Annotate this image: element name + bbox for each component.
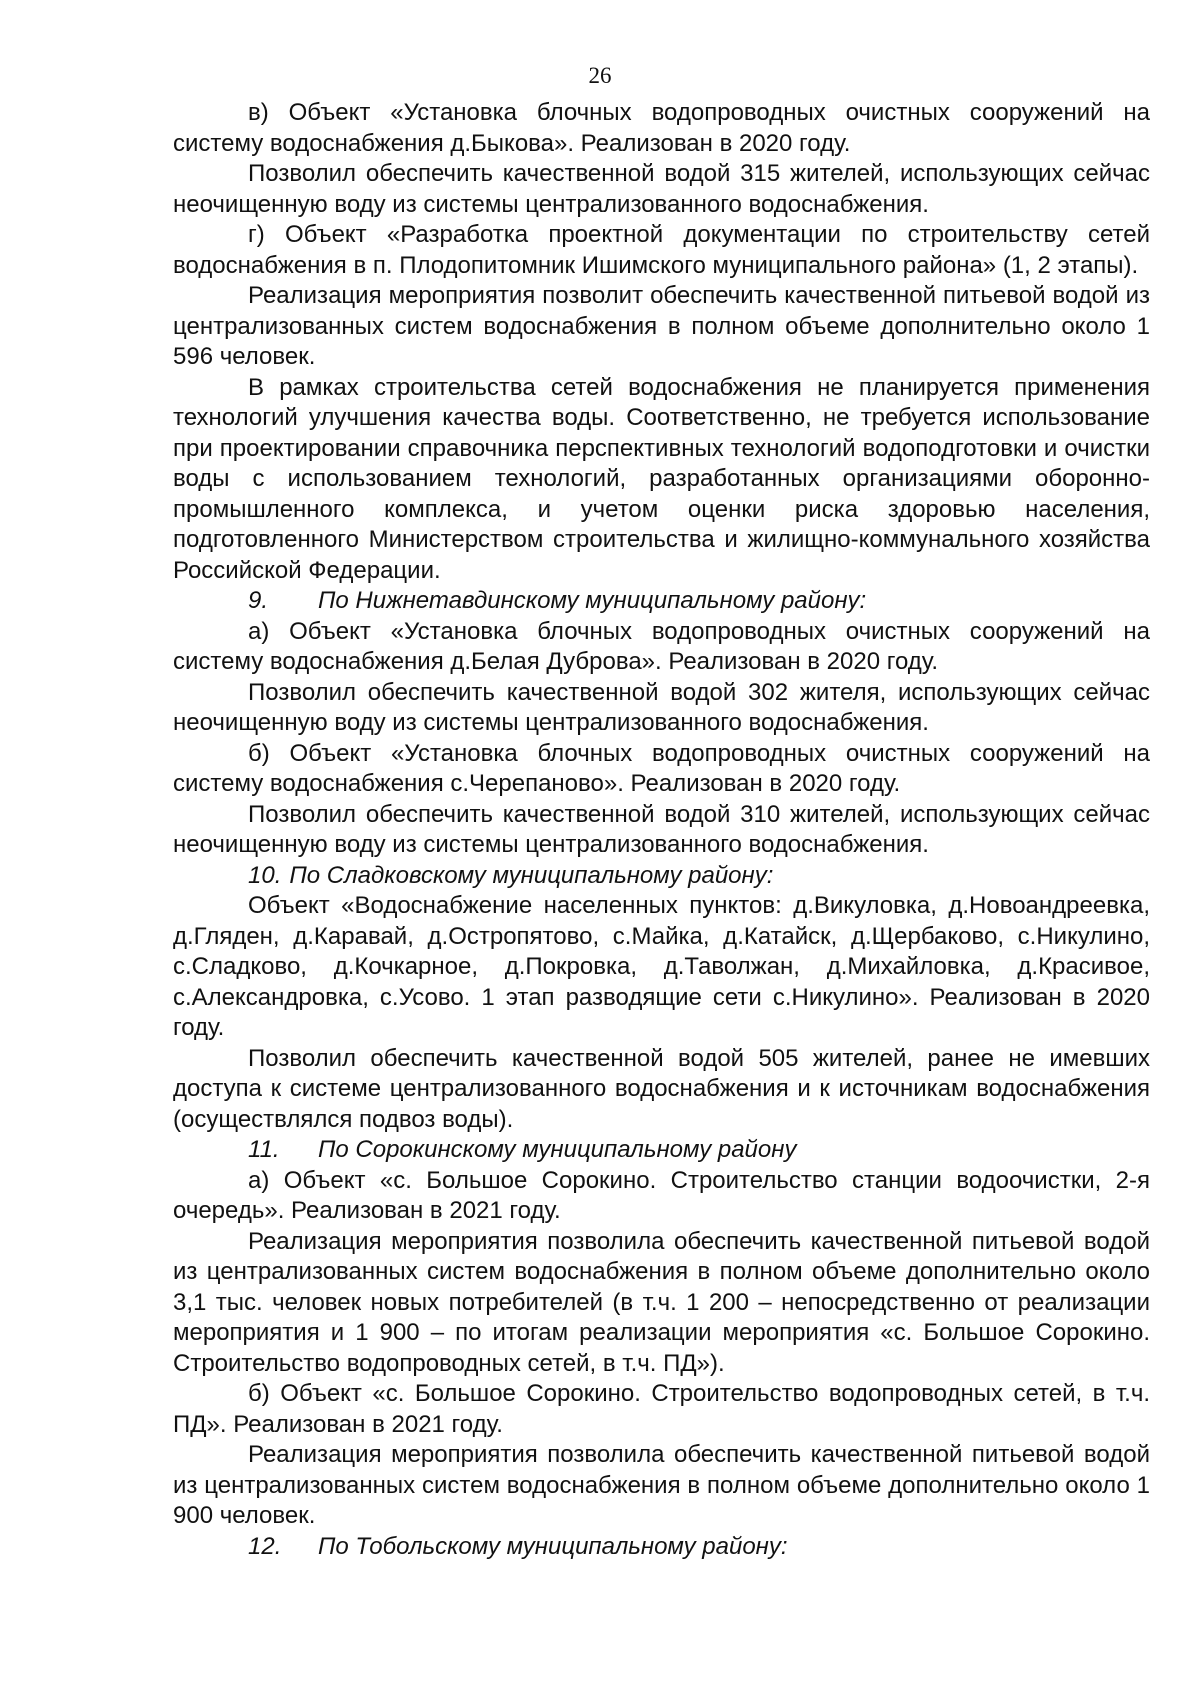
- heading-section-12: [173, 1532, 1150, 1563]
- paragraph-object-a-sorokino-station: а) Объект «с. Большое Сорокино. Строительство станции водоочистки, 2-я очередь». Реализован в 2021 году.: [173, 1166, 1150, 1224]
- paragraph-result-3-1-thousand: Реализация мероприятия позволила обеспечить качественной питьевой водой из централизованных систем водоснабжения в полном объеме дополнительно около 3,1 тыс. человек новых потребителей (в т.ч. 1 200 – непосредственно от реализации мероприятия и 1 900 – по итогам реализации мероприятия «с. Большое Сорокино. Строительство водопроводных сетей, в т.ч. ПД»).: [173, 1227, 1150, 1377]
- paragraph-result-505: Позволил обеспечить качественной водой 505 жителей, ранее не имевших доступа к системе централизованного водоснабжения и к источникам водоснабжения (осуществлялся подвоз воды).: [173, 1044, 1150, 1133]
- heading-section-10: [173, 861, 1150, 892]
- heading-text: По Сорокинскому муниципальному району: [318, 1136, 797, 1163]
- page-number: 26: [588, 63, 612, 88]
- paragraph-object-b-cherepanovo: б) Объект «Установка блочных водопроводных очистных сооружений на систему водоснабжения с.Черепаново». Реализован в 2020 году.: [173, 739, 1150, 797]
- paragraph-technologies-note: В рамках строительства сетей водоснабжения не планируется применения технологий улучшения качества воды. Соответственно, не требуется использование при проектировании справочника перспективных технологий водоподготовки и очистки воды с использованием технологий, разработанных организациями оборонно-промышленного комплекса, и учетом оценки риска здоровью населения, подготовленного Министерством строительства и жилищно-коммунального хозяйства Российской Федерации.: [173, 373, 1150, 584]
- paragraph-object-a-belaya-dubrova: а) Объект «Установка блочных водопроводных очистных сооружений на систему водоснабжения д.Белая Дуброва». Реализован в 2020 году.: [173, 617, 1150, 675]
- paragraph-result-1900: Реализация мероприятия позволила обеспечить качественной питьевой водой из централизованных систем водоснабжения в полном объеме дополнительно около 1 900 человек.: [173, 1441, 1150, 1529]
- paragraph-object-v-bykova: в) Объект «Установка блочных водопроводных очистных сооружений на систему водоснабжения д.Быкова». Реализован в 2020 году.: [173, 99, 1150, 157]
- heading-text: По Тобольскому муниципальному району:: [318, 1532, 788, 1560]
- heading-text: По Нижнетавдинскому муниципальному району:: [318, 587, 867, 614]
- paragraph-result-310: Позволил обеспечить качественной водой 310 жителей, использующих сейчас неочищенную воду из системы централизованного водоснабжения.: [173, 800, 1150, 858]
- heading-number: 9.: [248, 587, 269, 614]
- paragraph-object-g-plodopitomnik: г) Объект «Разработка проектной документации по строительству сетей водоснабжения в п. Плодопитомник Ишимского муниципального района» (1, 2 этапы).: [173, 221, 1150, 279]
- heading-number: 11.: [248, 1136, 280, 1163]
- paragraph-result-315: Позволил обеспечить качественной водой 315 жителей, использующих сейчас неочищенную воду из системы централизованного водоснабжения.: [173, 160, 1150, 218]
- paragraph-result-302: Позволил обеспечить качественной водой 302 жителя, использующих сейчас неочищенную воду из системы централизованного водоснабжения.: [173, 678, 1150, 736]
- paragraph-object-vodosnabzhenie-nikulino: Объект «Водоснабжение населенных пунктов: д.Викуловка, д.Новоандреевка, д.Гляден, д.Каравай, д.Остропятово, с.Майка, д.Катайск, д.Щербаково, с.Никулино, с.Сладково, д.Кочкарное, д.Покровка, д.Таволжан, д.Михайловка, д.Красивое, с.Александровка, с.Усово. 1 этап разводящие сети с.Никулино». Реализован в 2020 году.: [173, 892, 1150, 1041]
- paragraph-result-1596: Реализация мероприятия позволит обеспечить качественной питьевой водой из централизованных систем водоснабжения в полном объеме дополнительно около 1 596 человек.: [173, 282, 1150, 370]
- heading-section-11: [173, 1135, 1150, 1166]
- heading-text: По Сладковскому муниципальному району:: [289, 861, 774, 889]
- paragraph-object-b-sorokino-networks: б) Объект «с. Большое Сорокино. Строительство водопроводных сетей, в т.ч. ПД». Реализован в 2021 году.: [173, 1380, 1150, 1438]
- document-body: [173, 98, 1150, 1562]
- heading-section-9: [173, 586, 1150, 617]
- heading-number: 10.: [248, 861, 282, 889]
- heading-number: 12.: [248, 1532, 282, 1560]
